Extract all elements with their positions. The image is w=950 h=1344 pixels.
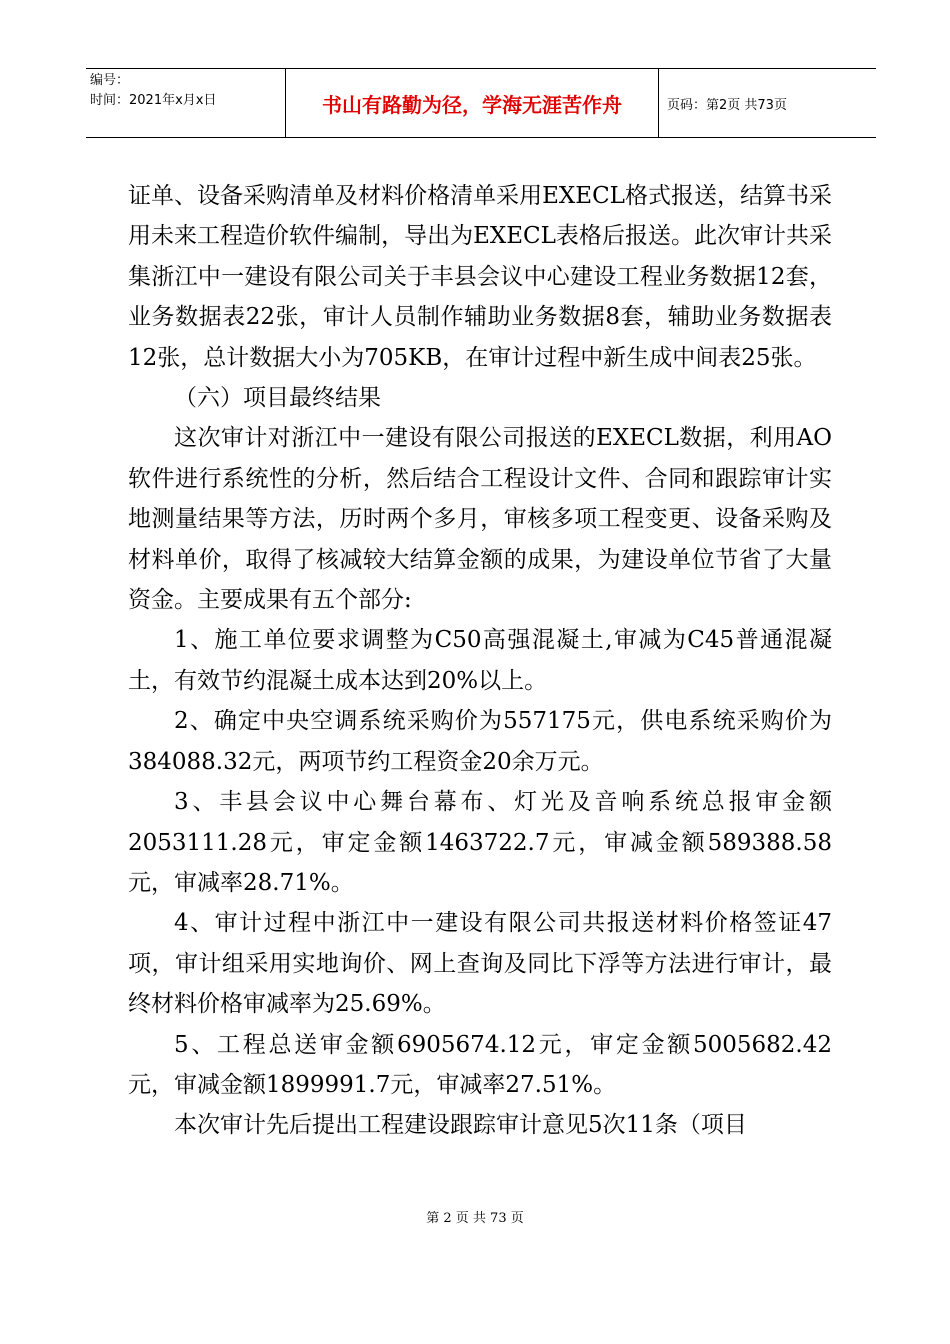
page-footer: 第 2 页 共 73 页 <box>426 1211 524 1226</box>
result-item-2: 2、确定中央空调系统采购价为557175元，供电系统采购价为384088.32元，两项节约工程资金20余万元。 <box>128 708 832 775</box>
result-item-4: 4、审计过程中浙江中一建设有限公司共报送材料价格签证47项，审计组采用实地询价、网上查询及同比下浮等方法进行审计，最终材料价格审减率为25.69%。 <box>128 910 832 1018</box>
time-label: 时间：2021年x月x日 <box>90 93 217 108</box>
paragraph: 本次审计先后提出工程建设跟踪审计意见5次11条（项目 <box>174 1112 747 1139</box>
header-page-label: 页码：第2页 共73页 <box>667 97 787 113</box>
paragraph: 证单、设备采购清单及材料价格清单采用EXECL格式报送，结算书采用未来工程造价软件编制，导出为EXECL表格后报送。此次审计共采集浙江中一建设有限公司关于丰县会议中心建设工程业务数据12套，业务数据表22张，审计人员制作辅助业务数据8套，辅助业务数据表12张，总计数据大小为705KB，在审计过程中新生成中间表25张。 <box>128 183 832 371</box>
result-item-1: 1、施工单位要求调整为C50高强混凝土,审减为C45普通混凝土，有效节约混凝土成本达到20%以上。 <box>128 627 832 694</box>
result-item-3: 3、丰县会议中心舞台幕布、灯光及音响系统总报审金额2053111.28元，审定金额1463722.7元，审减金额589388.58元，审减率28.71%。 <box>128 789 832 896</box>
result-item-5: 5、工程总送审金额6905674.12元，审定金额5005682.42元，审减金额1899991.7元，审减率27.51%。 <box>128 1031 832 1098</box>
number-label: 编号： <box>90 73 130 88</box>
document-body <box>128 176 832 1146</box>
section-heading: （六）项目最终结果 <box>174 385 381 412</box>
page-header <box>86 68 876 138</box>
header-info-cell <box>86 69 286 137</box>
header-motto: 书山有路勤为径，学海无涯苦作舟 <box>286 69 659 137</box>
paragraph: 这次审计对浙江中一建设有限公司报送的EXECL数据，利用AO软件进行系统性的分析，然后结合工程设计文件、合同和跟踪审计实地测量结果等方法，历时两个多月，审核多项工程变更、设备采购及材料单价，取得了核减较大结算金额的成果，为建设单位节省了大量资金。主要成果有五个部分: <box>128 425 832 614</box>
